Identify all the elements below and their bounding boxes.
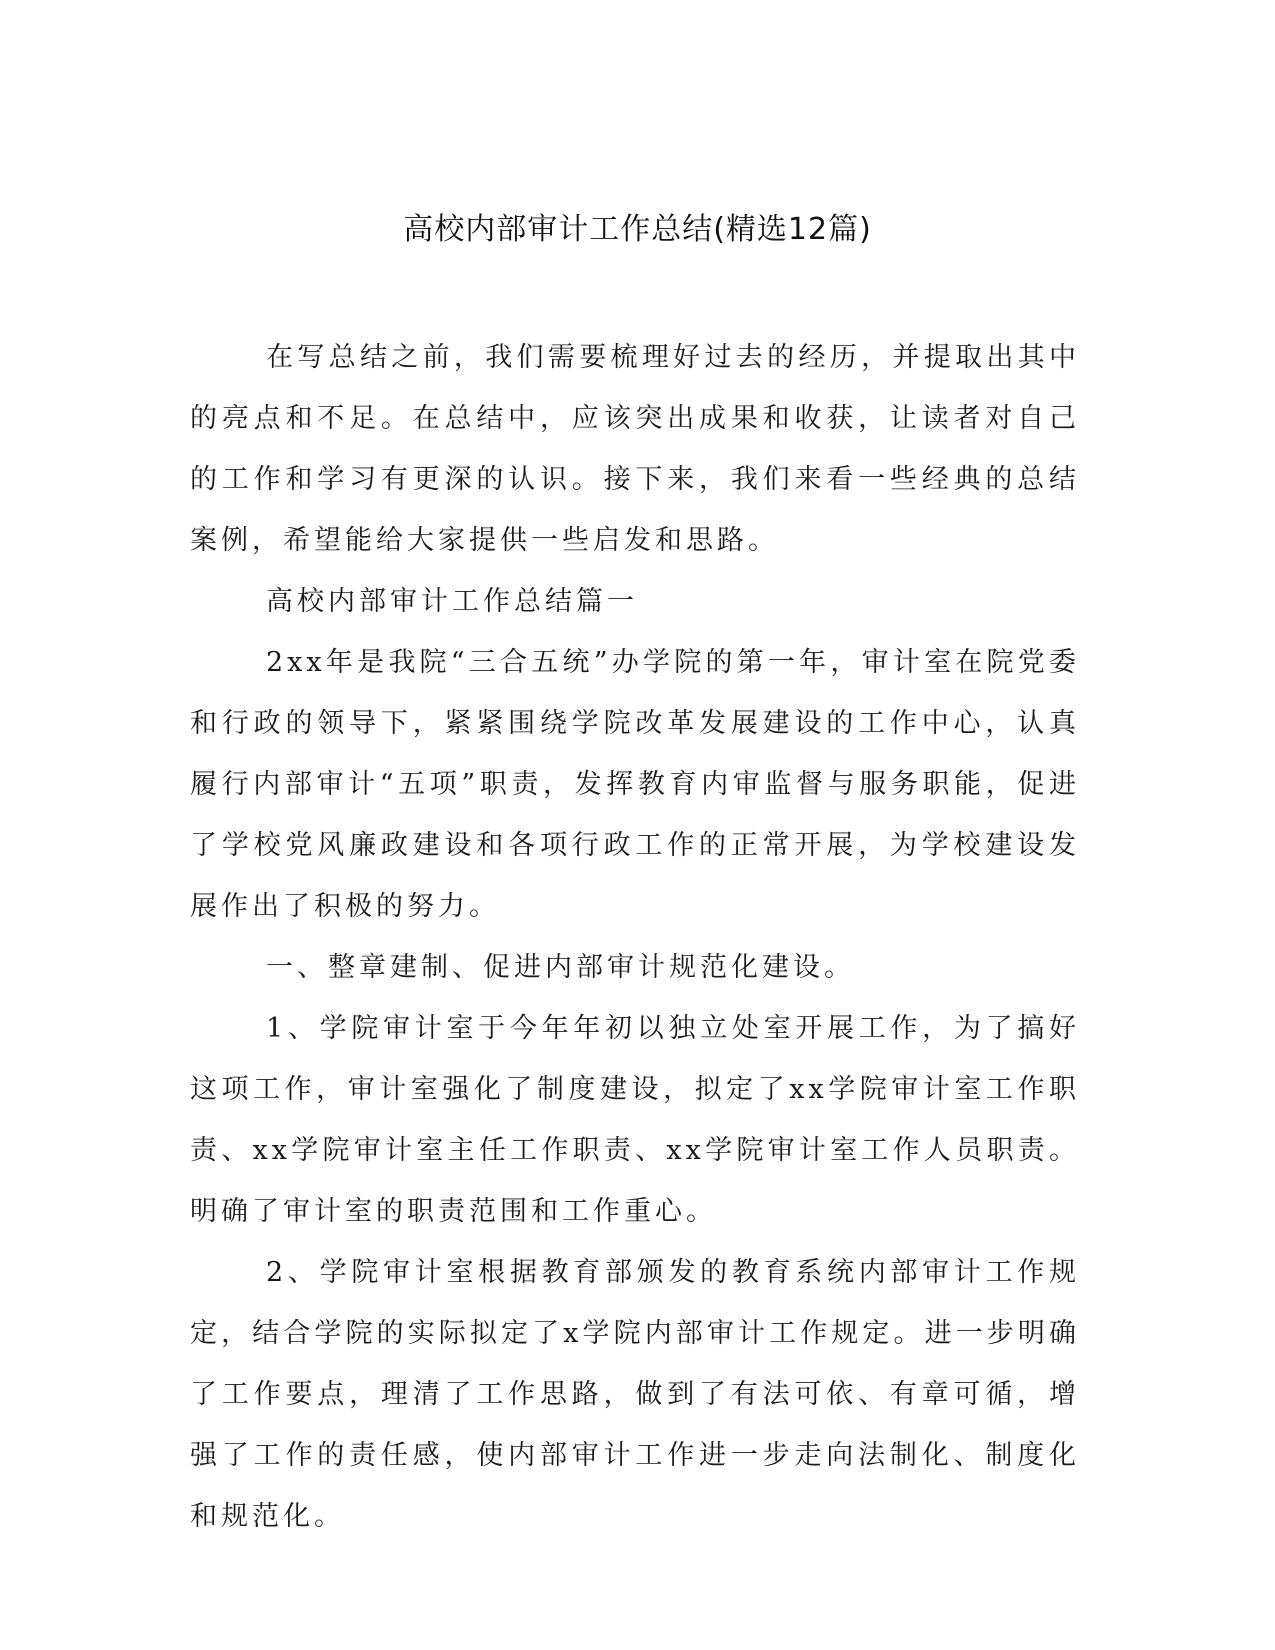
section-heading-regulation: 一、整章建制、促进内部审计规范化建设。 bbox=[266, 952, 855, 983]
item-paragraph-1: 1、学院审计室于今年年初以独立处室开展工作，为了搞好这项工作，审计室强化了制度建设，拟定了xx学院审计室工作职责、xx学院审计室主任工作职责、xx学院审计室工作人员职责。明确了审计室的职责范围和工作重心。 bbox=[190, 1013, 1080, 1227]
item-paragraph-2: 2、学院审计室根据教育部颁发的教育系统内部审计工作规定，结合学院的实际拟定了x学院内部审计工作规定。进一步明确了工作要点，理清了工作思路，做到了有法可依、有章可循，增强了工作的责任感，使内部审计工作进一步走向法制化、制度化和规范化。 bbox=[190, 1257, 1080, 1532]
intro-paragraph: 在写总结之前，我们需要梳理好过去的经历，并提取出其中的亮点和不足。在总结中，应该突出成果和收获，让读者对自己的工作和学习有更深的认识。接下来，我们来看一些经典的总结案例，希望能给大家提供一些启发和思路。 bbox=[190, 342, 1080, 556]
section-heading-part-one: 高校内部审计工作总结篇一 bbox=[266, 586, 638, 617]
document-title: 高校内部审计工作总结(精选12篇) bbox=[403, 212, 872, 247]
document-body bbox=[190, 327, 1080, 1547]
overview-paragraph: 2xx年是我院“三合五统”办学院的第一年，审计室在院党委和行政的领导下，紧紧围绕学院改革发展建设的工作中心，认真履行内部审计“五项”职责，发挥教育内审监督与服务职能，促进了学校党风廉政建设和各项行政工作的正常开展，为学校建设发展作出了积极的努力。 bbox=[190, 647, 1080, 922]
